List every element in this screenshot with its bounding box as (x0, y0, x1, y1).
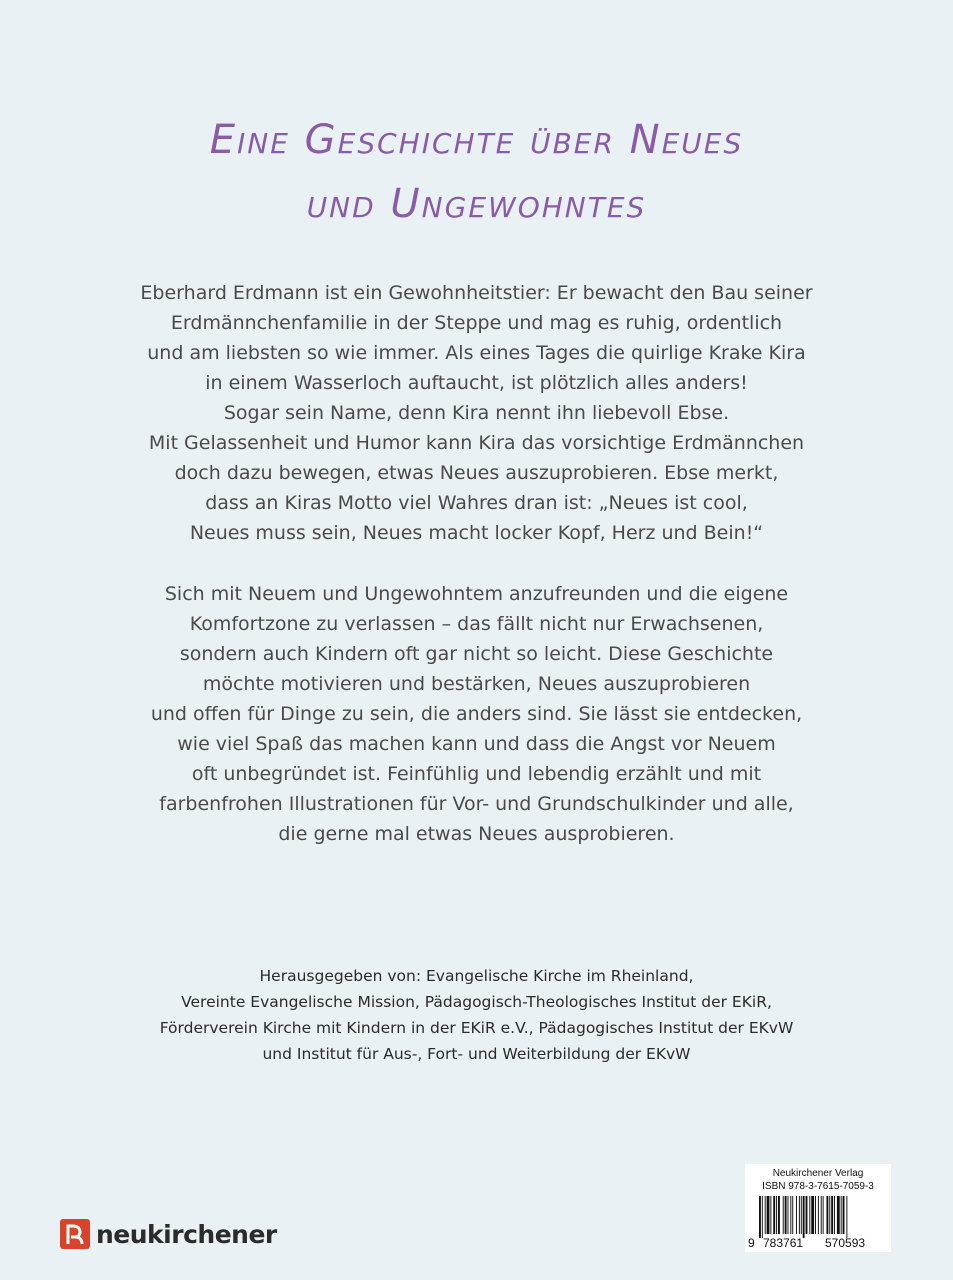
barcode-bar (770, 1196, 771, 1234)
barcode-bars (757, 1196, 885, 1238)
barcode-bar (826, 1196, 828, 1234)
blurb-line: oft unbegründet ist. Feinfühlig und lebendig erzählt und mit (191, 763, 762, 785)
blurb-paragraph-2 (60, 579, 893, 849)
blurb-line: Komfortzone zu verlassen – das fällt nicht nur Erwachsenen, (189, 613, 764, 635)
barcode-bar (831, 1196, 833, 1234)
blurb-line: Erdmännchenfamilie in der Steppe und mag es ruhig, ordentlich (170, 312, 783, 334)
publisher-info (60, 963, 893, 1067)
barcode-bar (846, 1196, 847, 1238)
publisher-line: Herausgegeben von: Evangelische Kirche im Rheinland, (259, 967, 694, 985)
barcode-bar (790, 1196, 791, 1234)
blurb-line: Sogar sein Name, denn Kira nennt ihn liebevoll Ebse. (223, 402, 730, 424)
blurb-line: Sich mit Neuem und Ungewohntem anzufreunden und die eigene (164, 583, 789, 605)
barcode-digit-first: 9 (748, 1236, 755, 1250)
barcode-digits-right: 570593 (825, 1236, 866, 1250)
blurb-line: farbenfrohen Illustrationen für Vor- und Grundschulkinder und alle, (159, 793, 794, 815)
barcode-bar (762, 1196, 763, 1238)
barcode-bar (788, 1196, 789, 1234)
blurb-line: Neues muss sein, Neues macht locker Kopf, Herz und Bein!“ (189, 522, 764, 544)
barcode-bar (834, 1196, 835, 1234)
headline-line-2: und Ungewohntes (306, 181, 647, 227)
blurb-paragraph-1 (60, 278, 893, 548)
barcode-bar (829, 1196, 830, 1234)
barcode-bar (785, 1196, 787, 1234)
barcode-bar (767, 1196, 770, 1234)
barcode-bar (806, 1196, 808, 1234)
barcode-digits-left: 783761 (763, 1236, 804, 1250)
barcode-bar (765, 1196, 766, 1234)
blurb-line: dass an Kiras Motto viel Wahres dran ist: „Neues ist cool, (205, 492, 748, 514)
barcode-bar (796, 1196, 797, 1234)
barcode-bar (818, 1196, 819, 1234)
barcode-bar (811, 1196, 814, 1234)
barcode-publisher: Neukirchener Verlag (772, 1168, 864, 1179)
logo-wordmark: neukirchener (96, 1219, 277, 1249)
barcode-bar (759, 1196, 761, 1238)
barcode-bar (823, 1196, 824, 1234)
barcode-bar (841, 1196, 842, 1234)
blurb-line: Eberhard Erdmann ist ein Gewohnheitstier: Er bewacht den Bau seiner (140, 282, 813, 304)
blurb-line: möchte motivieren und bestärken, Neues auszuprobieren (202, 673, 751, 695)
blurb-line: wie viel Spaß das machen kann und dass die Angst vor Neuem (177, 733, 776, 755)
blurb-line: in einem Wasserloch auftaucht, ist plötzlich alles anders! (205, 372, 748, 394)
publisher-line: Förderverein Kirche mit Kindern in der EKiR e.V., Pädagogisches Institut der EKvW (159, 1019, 794, 1037)
blurb-line: und offen für Dinge zu sein, die anders sind. Sie lässt sie entdecken, (150, 703, 803, 725)
barcode-bar (783, 1196, 784, 1234)
barcode-bar (799, 1196, 800, 1234)
barcode-bar (778, 1196, 780, 1234)
barcode-bar (776, 1196, 777, 1234)
barcode-bar (803, 1196, 805, 1238)
publisher-line: Vereinte Evangelische Mission, Pädagogisch-Theologisches Institut der EKiR, (181, 993, 772, 1011)
barcode-bar (843, 1196, 845, 1234)
barcode-bar (809, 1196, 810, 1234)
isbn-barcode (745, 1164, 891, 1252)
publisher-line: und Institut für Aus-, Fort- und Weiterbildung der EKvW (262, 1045, 691, 1063)
barcode-bar (801, 1196, 802, 1234)
barcode-bar (815, 1196, 816, 1234)
blurb-line: doch dazu bewegen, etwas Neues auszuprobieren. Ebse merkt, (174, 462, 779, 484)
barcode-isbn: ISBN 978-3-7615-7059-3 (762, 1181, 874, 1192)
neukirchener-logo-icon (60, 1219, 90, 1249)
headline-line-1: Eine Geschichte über Neues (209, 117, 744, 163)
barcode-bar (773, 1196, 775, 1234)
barcode-bar (792, 1196, 793, 1234)
blurb-line: und am liebsten so wie immer. Als eines Tages die quirlige Krake Kira (147, 342, 806, 364)
blurb-line: Mit Gelassenheit und Humor kann Kira das vorsichtige Erdmännchen (148, 432, 805, 454)
publisher-logo (60, 1219, 277, 1249)
blurb-line: sondern auch Kindern oft gar nicht so leicht. Diese Geschichte (179, 643, 774, 665)
blurb-line: die gerne mal etwas Neues ausprobieren. (278, 823, 675, 845)
barcode-bar (837, 1196, 840, 1234)
barcode-bar (821, 1196, 822, 1234)
book-headline (0, 108, 953, 236)
